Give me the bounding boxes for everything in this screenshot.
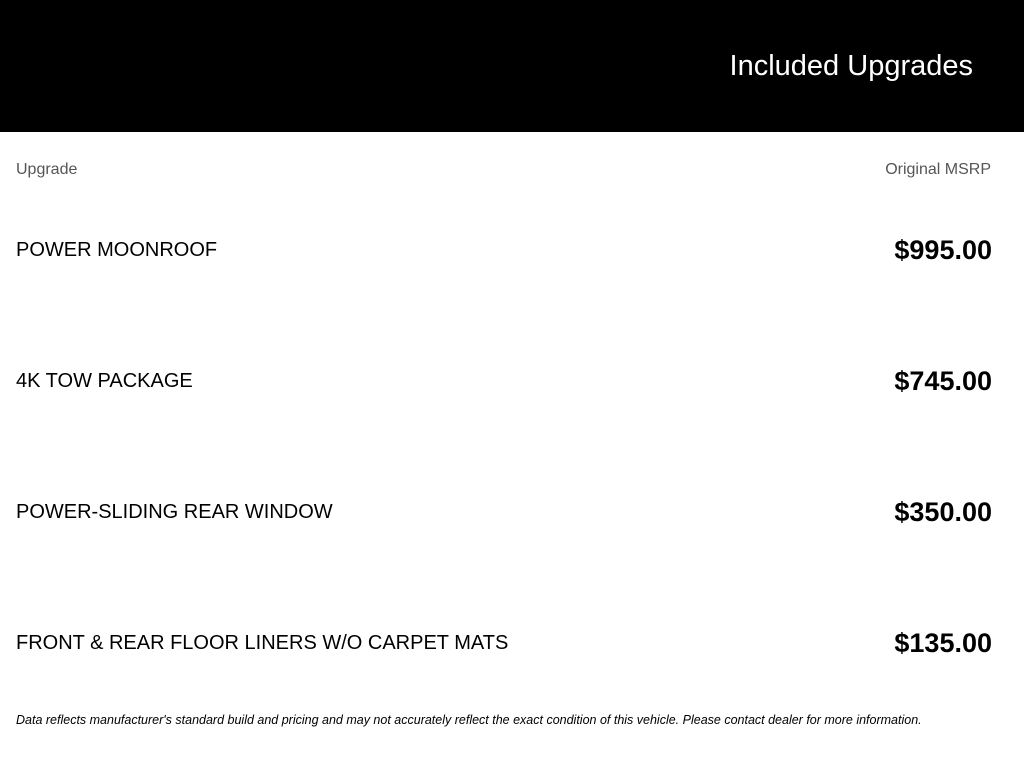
column-header-upgrade: Upgrade [16,161,78,178]
upgrade-name: FRONT & REAR FLOOR LINERS W/O CARPET MATS [16,632,509,654]
upgrade-name: POWER-SLIDING REAR WINDOW [16,501,333,523]
upgrade-price: $745.00 [894,366,992,396]
upgrade-name: POWER MOONROOF [16,239,218,261]
upgrade-price: $135.00 [894,628,992,658]
upgrade-price: $995.00 [894,235,992,265]
column-header-msrp: Original MSRP [885,161,991,178]
upgrade-row [0,492,1024,532]
upgrade-price: $350.00 [894,497,992,527]
upgrade-row [0,623,1024,663]
page-title: Included Upgrades [729,50,973,82]
disclaimer-text: Data reflects manufacturer's standard build and pricing and may not accurately reflect the exact condition of this vehicle. Please contact dealer for more information. [16,713,922,727]
header-banner [0,0,1024,132]
upgrade-row [0,361,1024,401]
upgrade-row [0,230,1024,270]
upgrade-name: 4K TOW PACKAGE [16,370,193,392]
